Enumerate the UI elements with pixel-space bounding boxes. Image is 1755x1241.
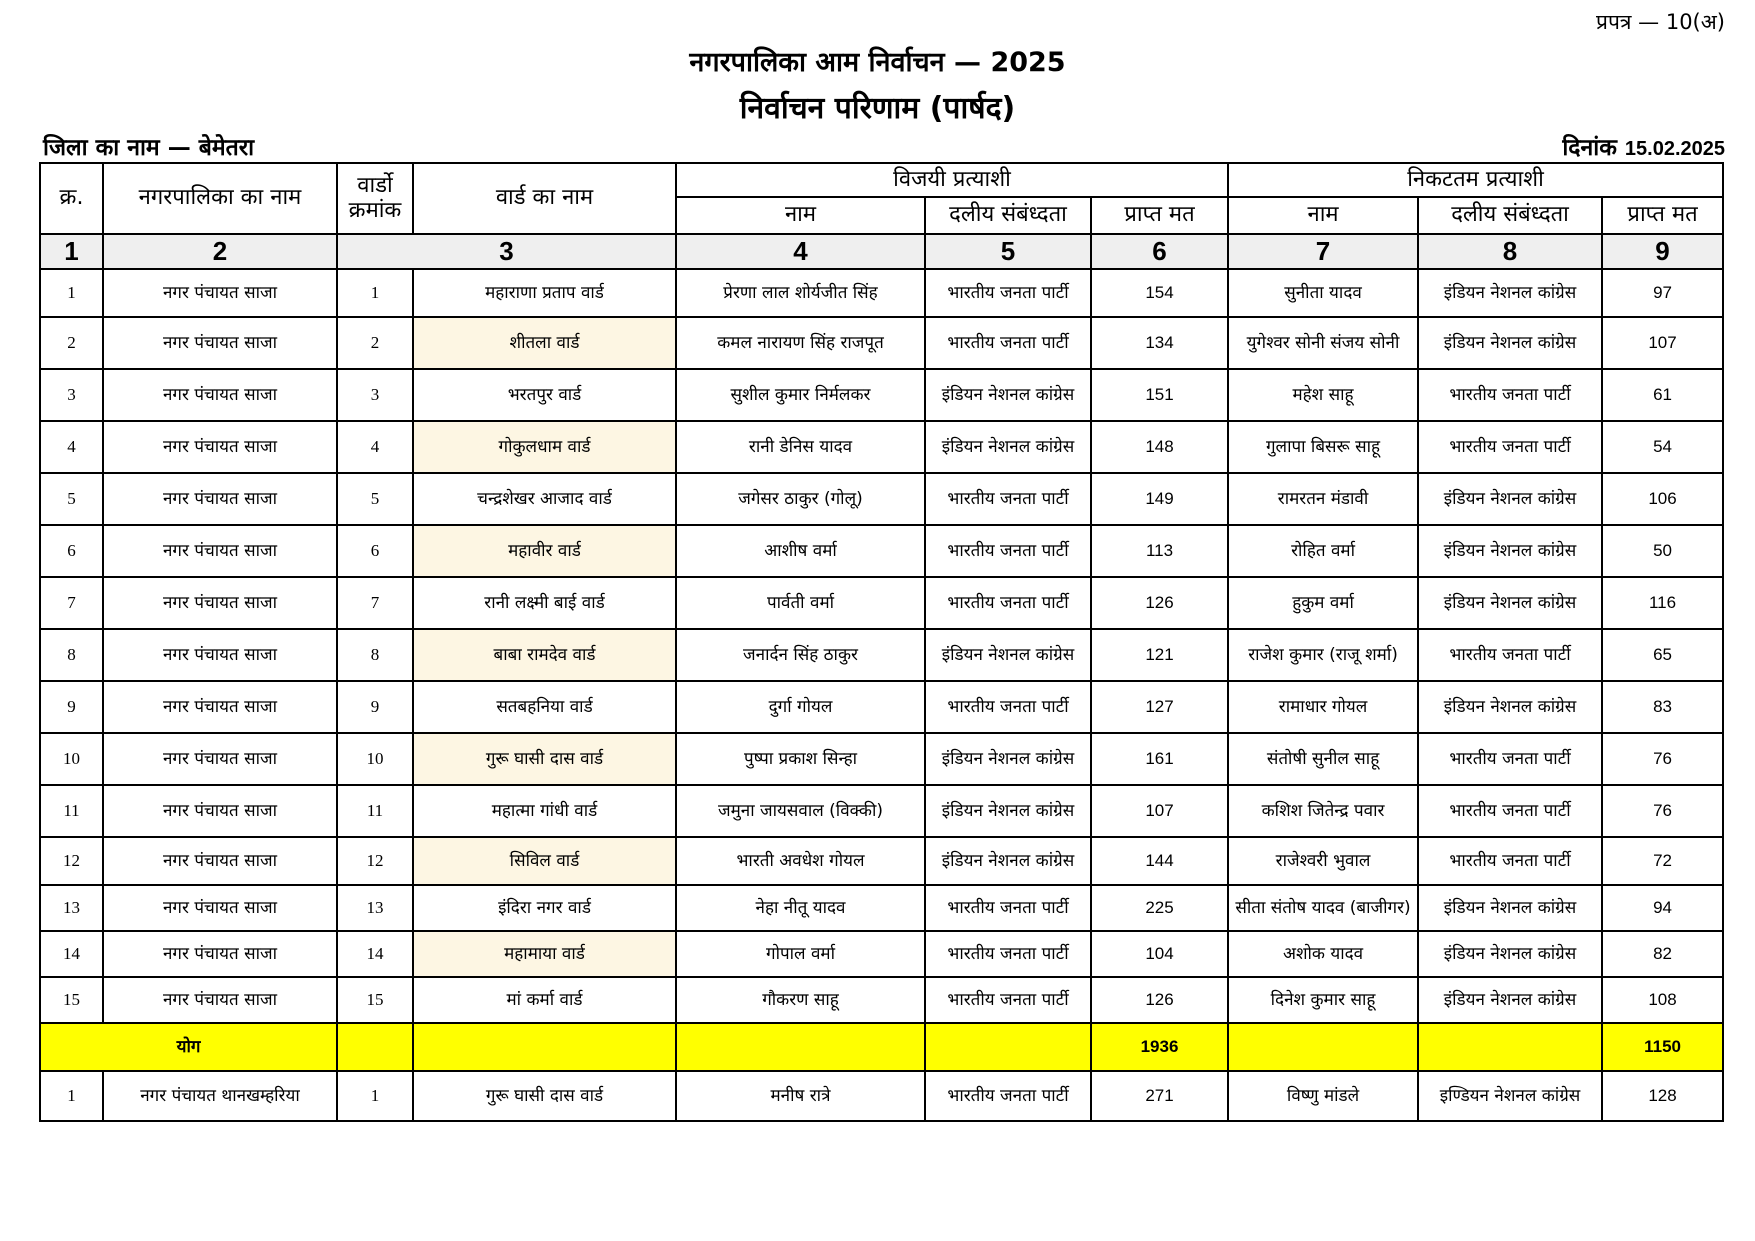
cell-sn: 11 (40, 785, 103, 837)
col-number: 1 (40, 234, 103, 269)
total-label: योग (40, 1023, 337, 1071)
date-label: दिनांक (1562, 135, 1617, 161)
cell-ward-name: रानी लक्ष्मी बाई वार्ड (413, 577, 676, 629)
cell-winner-party: भारतीय जनता पार्टी (925, 317, 1091, 369)
table-row (40, 681, 1723, 733)
results-body (40, 269, 1723, 1023)
cell-runner-party: इंडियन नेशनल कांग्रेस (1418, 885, 1602, 931)
cell-runner-votes: 72 (1602, 837, 1723, 885)
cell-municipality: नगर पंचायत साजा (103, 317, 337, 369)
cell-runner-votes: 65 (1602, 629, 1723, 681)
cell-runner-name: रामरतन मंडावी (1228, 473, 1418, 525)
cell-ward-name: गुरू घासी दास वार्ड (413, 733, 676, 785)
cell-ward-name: भरतपुर वार्ड (413, 369, 676, 421)
cell-runner-party: इंडियन नेशनल कांग्रेस (1418, 577, 1602, 629)
total-winner-votes: 1936 (1091, 1023, 1228, 1071)
total-empty-cell (337, 1023, 413, 1071)
cell-runner-votes: 116 (1602, 577, 1723, 629)
cell-runner-name: राजेश्वरी भुवाल (1228, 837, 1418, 885)
cell-runner-name: गुलापा बिसरू साहू (1228, 421, 1418, 473)
cell-sn: 1 (40, 1071, 103, 1121)
cell-municipality: नगर पंचायत साजा (103, 733, 337, 785)
total-empty-cell (676, 1023, 925, 1071)
cell-runner-name: युगेश्वर सोनी संजय सोनी (1228, 317, 1418, 369)
cell-ward-name: गुरू घासी दास वार्ड (413, 1071, 676, 1121)
cell-runner-votes: 50 (1602, 525, 1723, 577)
col-header-sn: क्र. (40, 163, 103, 234)
total-row (40, 1023, 1723, 1071)
cell-wn: 15 (337, 977, 413, 1023)
table-row (40, 885, 1723, 931)
cell-winner-name: जमुना जायसवाल (विक्की) (676, 785, 925, 837)
cell-runner-name: अशोक यादव (1228, 931, 1418, 977)
table-row (40, 931, 1723, 977)
cell-runner-party: भारतीय जनता पार्टी (1418, 629, 1602, 681)
cell-sn: 6 (40, 525, 103, 577)
extra-results-body (40, 1071, 1723, 1121)
cell-municipality: नगर पंचायत साजा (103, 629, 337, 681)
cell-wn: 7 (337, 577, 413, 629)
cell-runner-votes: 108 (1602, 977, 1723, 1023)
cell-wn: 12 (337, 837, 413, 885)
cell-runner-name: संतोषी सुनील साहू (1228, 733, 1418, 785)
cell-municipality: नगर पंचायत साजा (103, 369, 337, 421)
cell-ward-name: चन्द्रशेखर आजाद वार्ड (413, 473, 676, 525)
cell-winner-votes: 154 (1091, 269, 1228, 317)
cell-winner-party: भारतीय जनता पार्टी (925, 269, 1091, 317)
cell-sn: 2 (40, 317, 103, 369)
col-header-runner-party: दलीय संबंध्दता (1418, 197, 1602, 234)
cell-runner-votes: 97 (1602, 269, 1723, 317)
cell-winner-votes: 107 (1091, 785, 1228, 837)
cell-runner-votes: 128 (1602, 1071, 1723, 1121)
cell-sn: 3 (40, 369, 103, 421)
col-number: 6 (1091, 234, 1228, 269)
total-empty-cell (925, 1023, 1091, 1071)
col-header-winner-group: विजयी प्रत्याशी (676, 163, 1228, 197)
cell-wn: 1 (337, 1071, 413, 1121)
table-row (40, 629, 1723, 681)
cell-municipality: नगर पंचायत साजा (103, 785, 337, 837)
cell-municipality: नगर पंचायत साजा (103, 977, 337, 1023)
cell-winner-party: भारतीय जनता पार्टी (925, 977, 1091, 1023)
cell-runner-votes: 107 (1602, 317, 1723, 369)
cell-municipality: नगर पंचायत थानखम्हरिया (103, 1071, 337, 1121)
cell-sn: 13 (40, 885, 103, 931)
cell-wn: 1 (337, 269, 413, 317)
col-number: 5 (925, 234, 1091, 269)
cell-wn: 14 (337, 931, 413, 977)
cell-winner-name: सुशील कुमार निर्मलकर (676, 369, 925, 421)
cell-winner-party: भारतीय जनता पार्टी (925, 681, 1091, 733)
cell-runner-name: कशिश जितेन्द्र पवार (1228, 785, 1418, 837)
cell-ward-name: इंदिरा नगर वार्ड (413, 885, 676, 931)
cell-runner-party: इंडियन नेशनल कांग्रेस (1418, 681, 1602, 733)
cell-runner-party: इंडियन नेशनल कांग्रेस (1418, 269, 1602, 317)
cell-winner-name: जनार्दन सिंह ठाकुर (676, 629, 925, 681)
total-empty-cell (1418, 1023, 1602, 1071)
cell-winner-votes: 271 (1091, 1071, 1228, 1121)
cell-winner-votes: 126 (1091, 577, 1228, 629)
total-empty-cell (413, 1023, 676, 1071)
col-header-winner-votes: प्राप्त मत (1091, 197, 1228, 234)
cell-winner-name: जगेसर ठाकुर (गोलू) (676, 473, 925, 525)
table-row (40, 525, 1723, 577)
cell-wn: 2 (337, 317, 413, 369)
cell-runner-party: भारतीय जनता पार्टी (1418, 837, 1602, 885)
cell-ward-name: सतबहनिया वार्ड (413, 681, 676, 733)
col-number: 3 (337, 234, 676, 269)
cell-winner-party: भारतीय जनता पार्टी (925, 885, 1091, 931)
table-row (40, 977, 1723, 1023)
cell-municipality: नगर पंचायत साजा (103, 681, 337, 733)
cell-winner-votes: 148 (1091, 421, 1228, 473)
cell-winner-votes: 121 (1091, 629, 1228, 681)
table-row (40, 785, 1723, 837)
cell-ward-name: महावीर वार्ड (413, 525, 676, 577)
district-name: जिला का नाम — बेमेतरा (43, 135, 255, 161)
cell-winner-party: भारतीय जनता पार्टी (925, 931, 1091, 977)
cell-winner-votes: 134 (1091, 317, 1228, 369)
cell-wn: 9 (337, 681, 413, 733)
cell-winner-name: दुर्गा गोयल (676, 681, 925, 733)
column-number-row (40, 234, 1723, 269)
table-row (40, 369, 1723, 421)
cell-ward-name: महात्मा गांधी वार्ड (413, 785, 676, 837)
cell-municipality: नगर पंचायत साजा (103, 525, 337, 577)
cell-winner-party: इंडियन नेशनल कांग्रेस (925, 785, 1091, 837)
col-header-runnerup-group: निकटतम प्रत्याशी (1228, 163, 1723, 197)
cell-winner-party: भारतीय जनता पार्टी (925, 577, 1091, 629)
col-header-ward-name: वार्ड का नाम (413, 163, 676, 234)
cell-winner-party: इंडियन नेशनल कांग्रेस (925, 837, 1091, 885)
col-number: 8 (1418, 234, 1602, 269)
cell-sn: 12 (40, 837, 103, 885)
cell-ward-name: महाराणा प्रताप वार्ड (413, 269, 676, 317)
col-number: 2 (103, 234, 337, 269)
cell-winner-name: गौकरण साहू (676, 977, 925, 1023)
col-header-runner-name: नाम (1228, 197, 1418, 234)
cell-wn: 10 (337, 733, 413, 785)
cell-wn: 6 (337, 525, 413, 577)
cell-winner-party: इंडियन नेशनल कांग्रेस (925, 733, 1091, 785)
form-number: प्रपत्र — 10(अ) (1596, 10, 1725, 34)
cell-runner-votes: 54 (1602, 421, 1723, 473)
cell-ward-name: शीतला वार्ड (413, 317, 676, 369)
col-number: 7 (1228, 234, 1418, 269)
cell-runner-name: रामाधार गोयल (1228, 681, 1418, 733)
date-value: 15.02.2025 (1624, 138, 1725, 160)
cell-runner-party: भारतीय जनता पार्टी (1418, 369, 1602, 421)
cell-wn: 5 (337, 473, 413, 525)
cell-wn: 11 (337, 785, 413, 837)
cell-winner-name: पुष्पा प्रकाश सिन्हा (676, 733, 925, 785)
cell-municipality: नगर पंचायत साजा (103, 577, 337, 629)
results-table (39, 162, 1724, 1122)
cell-runner-name: महेश साहू (1228, 369, 1418, 421)
col-header-municipality: नगरपालिका का नाम (103, 163, 337, 234)
cell-winner-votes: 225 (1091, 885, 1228, 931)
cell-runner-party: इंडियन नेशनल कांग्रेस (1418, 317, 1602, 369)
cell-runner-party: इंडियन नेशनल कांग्रेस (1418, 525, 1602, 577)
cell-ward-name: सिविल वार्ड (413, 837, 676, 885)
cell-municipality: नगर पंचायत साजा (103, 885, 337, 931)
cell-sn: 4 (40, 421, 103, 473)
cell-runner-party: भारतीय जनता पार्टी (1418, 733, 1602, 785)
cell-winner-votes: 144 (1091, 837, 1228, 885)
cell-runner-votes: 82 (1602, 931, 1723, 977)
cell-winner-votes: 149 (1091, 473, 1228, 525)
cell-winner-votes: 161 (1091, 733, 1228, 785)
date-field (1562, 130, 1725, 162)
total-runner-votes: 1150 (1602, 1023, 1723, 1071)
cell-winner-party: भारतीय जनता पार्टी (925, 473, 1091, 525)
cell-runner-name: विष्णु मांडले (1228, 1071, 1418, 1121)
col-header-ward-no: वार्डो क्रमांक (337, 163, 413, 234)
cell-runner-name: सीता संतोष यादव (बाजीगर) (1228, 885, 1418, 931)
cell-runner-party: इंडियन नेशनल कांग्रेस (1418, 977, 1602, 1023)
table-row (40, 733, 1723, 785)
cell-sn: 8 (40, 629, 103, 681)
cell-sn: 1 (40, 269, 103, 317)
cell-sn: 5 (40, 473, 103, 525)
cell-ward-name: महामाया वार्ड (413, 931, 676, 977)
table-row (40, 269, 1723, 317)
cell-municipality: नगर पंचायत साजा (103, 269, 337, 317)
cell-sn: 14 (40, 931, 103, 977)
cell-winner-votes: 127 (1091, 681, 1228, 733)
cell-runner-votes: 106 (1602, 473, 1723, 525)
cell-runner-name: दिनेश कुमार साहू (1228, 977, 1418, 1023)
cell-runner-name: रोहित वर्मा (1228, 525, 1418, 577)
cell-runner-votes: 61 (1602, 369, 1723, 421)
cell-winner-party: इंडियन नेशनल कांग्रेस (925, 629, 1091, 681)
cell-winner-votes: 126 (1091, 977, 1228, 1023)
cell-runner-votes: 76 (1602, 785, 1723, 837)
cell-runner-name: सुनीता यादव (1228, 269, 1418, 317)
cell-winner-votes: 113 (1091, 525, 1228, 577)
cell-wn: 8 (337, 629, 413, 681)
col-number: 4 (676, 234, 925, 269)
cell-runner-party: इण्डियन नेशनल कांग्रेस (1418, 1071, 1602, 1121)
table-row (40, 317, 1723, 369)
cell-wn: 13 (337, 885, 413, 931)
table-row (40, 1071, 1723, 1121)
cell-winner-name: रानी डेनिस यादव (676, 421, 925, 473)
cell-ward-name: मां कर्मा वार्ड (413, 977, 676, 1023)
cell-winner-name: मनीष रात्रे (676, 1071, 925, 1121)
cell-winner-name: भारती अवधेश गोयल (676, 837, 925, 885)
table-row (40, 421, 1723, 473)
cell-winner-name: गोपाल वर्मा (676, 931, 925, 977)
table-row (40, 473, 1723, 525)
cell-sn: 9 (40, 681, 103, 733)
cell-ward-name: बाबा रामदेव वार्ड (413, 629, 676, 681)
page-subtitle: निर्वाचन परिणाम (पार्षद) (739, 91, 1016, 126)
total-empty-cell (1228, 1023, 1418, 1071)
cell-runner-party: भारतीय जनता पार्टी (1418, 785, 1602, 837)
cell-runner-name: हुकुम वर्मा (1228, 577, 1418, 629)
cell-wn: 3 (337, 369, 413, 421)
cell-winner-votes: 104 (1091, 931, 1228, 977)
cell-municipality: नगर पंचायत साजा (103, 837, 337, 885)
table-row (40, 577, 1723, 629)
col-header-winner-party: दलीय संबंध्दता (925, 197, 1091, 234)
cell-municipality: नगर पंचायत साजा (103, 931, 337, 977)
cell-winner-votes: 151 (1091, 369, 1228, 421)
cell-winner-party: इंडियन नेशनल कांग्रेस (925, 369, 1091, 421)
cell-ward-name: गोकुलधाम वार्ड (413, 421, 676, 473)
cell-runner-votes: 83 (1602, 681, 1723, 733)
cell-winner-name: कमल नारायण सिंह राजपूत (676, 317, 925, 369)
table-row (40, 837, 1723, 885)
cell-municipality: नगर पंचायत साजा (103, 421, 337, 473)
cell-runner-name: राजेश कुमार (राजू शर्मा) (1228, 629, 1418, 681)
cell-runner-votes: 76 (1602, 733, 1723, 785)
cell-sn: 7 (40, 577, 103, 629)
cell-winner-name: पार्वती वर्मा (676, 577, 925, 629)
cell-winner-party: भारतीय जनता पार्टी (925, 1071, 1091, 1121)
cell-runner-party: भारतीय जनता पार्टी (1418, 421, 1602, 473)
cell-winner-name: नेहा नीतू यादव (676, 885, 925, 931)
col-number: 9 (1602, 234, 1723, 269)
col-header-winner-name: नाम (676, 197, 925, 234)
cell-runner-votes: 94 (1602, 885, 1723, 931)
cell-wn: 4 (337, 421, 413, 473)
cell-sn: 10 (40, 733, 103, 785)
cell-winner-party: इंडियन नेशनल कांग्रेस (925, 421, 1091, 473)
page-title: नगरपालिका आम निर्वाचन — 2025 (689, 47, 1066, 78)
cell-sn: 15 (40, 977, 103, 1023)
cell-winner-name: प्रेरणा लाल शोर्यजीत सिंह (676, 269, 925, 317)
cell-runner-party: इंडियन नेशनल कांग्रेस (1418, 931, 1602, 977)
cell-municipality: नगर पंचायत साजा (103, 473, 337, 525)
cell-runner-party: इंडियन नेशनल कांग्रेस (1418, 473, 1602, 525)
cell-winner-party: भारतीय जनता पार्टी (925, 525, 1091, 577)
cell-winner-name: आशीष वर्मा (676, 525, 925, 577)
col-header-runner-votes: प्राप्त मत (1602, 197, 1723, 234)
